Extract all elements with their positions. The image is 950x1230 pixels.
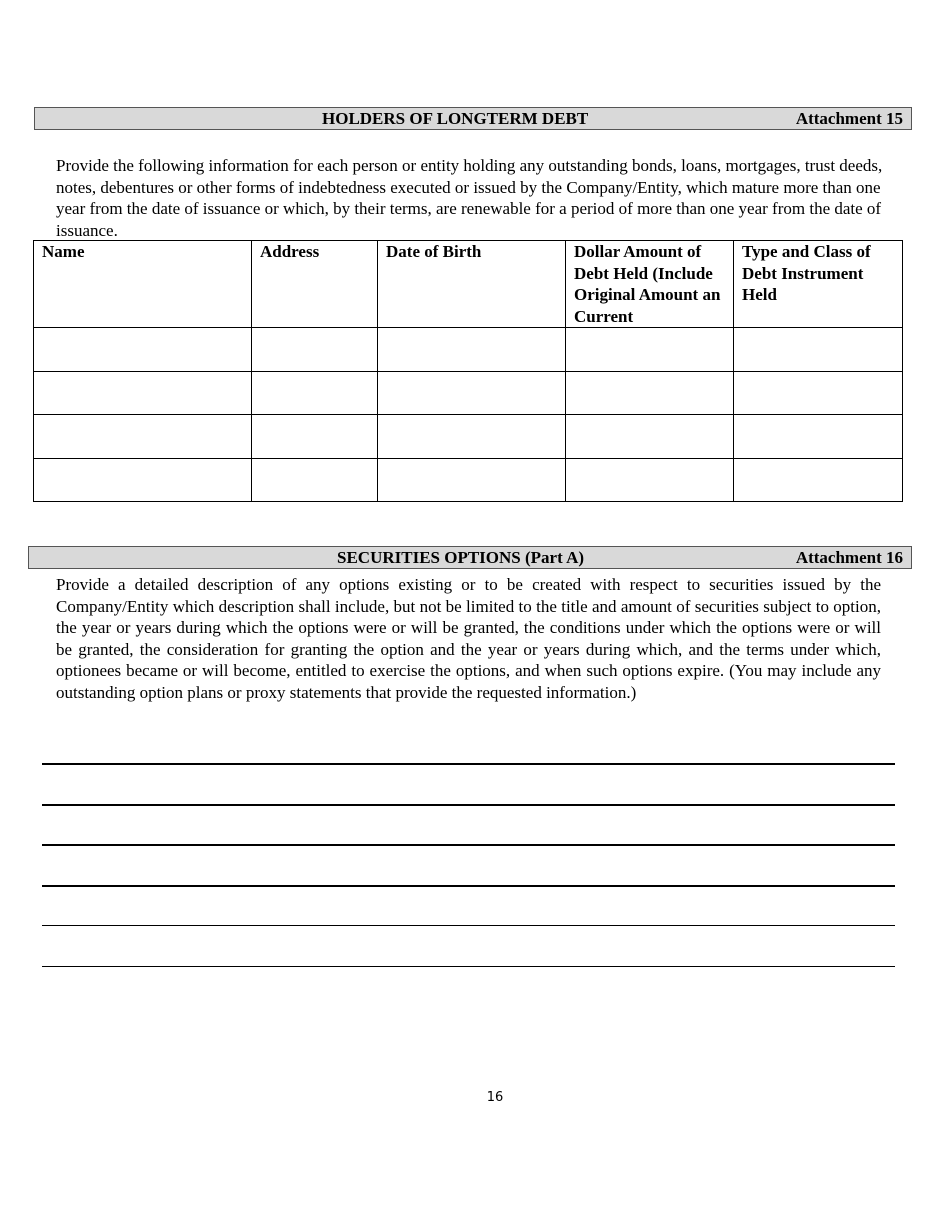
dollar-amount-cell[interactable] [566,371,734,415]
table-header-row [34,241,903,328]
dollar-amount-cell[interactable] [566,458,734,502]
table-row [34,328,903,372]
column-header-name: Name [34,241,252,328]
name-cell[interactable] [34,328,252,372]
name-cell[interactable] [34,371,252,415]
attachment-label: Attachment 16 [795,548,903,567]
debt-instructions: Provide the following information for each person or entity holding any outstanding bonds, loans, mortgages, trust deeds, notes, debentures or other forms of indebtedness executed or issued by the Company/Entity, which mature more than one year from the date of issuance or which, by their terms, are renewable for a period of more than one year from the date of issuance. [56,156,883,240]
attachment-15-header [34,107,912,130]
attachment-label: Attachment 15 [795,109,903,128]
address-cell[interactable] [252,415,378,459]
date-of-birth-cell[interactable] [378,415,566,459]
date-of-birth-cell[interactable] [378,328,566,372]
answer-line[interactable] [42,844,895,846]
name-cell[interactable] [34,458,252,502]
longterm-debt-table [33,240,903,502]
answer-line[interactable] [42,966,895,967]
name-cell[interactable] [34,415,252,459]
page-number: 16 [486,1090,504,1105]
address-cell[interactable] [252,458,378,502]
debt-type-cell[interactable] [734,371,903,415]
column-header-dollar-amount: Dollar Amount of Debt Held (Include Original Amount an Current [566,241,734,328]
table-row [34,458,903,502]
column-header-date-of-birth: Date of Birth [378,241,566,328]
attachment-16-header [28,546,912,569]
dollar-amount-cell[interactable] [566,328,734,372]
answer-line[interactable] [42,925,895,926]
options-instructions: Provide a detailed description of any options existing or to be created with respect to securities issued by the Company/Entity which description shall include, but not be limited to the title and amount of securities subject to option, the year or years during which the options were or will be granted, the conditions under which the options were or will be granted, the consideration for granting the option and the year or years during which, and the terms under which, optionees became or will become, entitled to exercise the options, and when such options expire. (You may include any outstanding option plans or proxy statements that provide the requested information.) [56,575,881,702]
debt-type-cell[interactable] [734,328,903,372]
address-cell[interactable] [252,328,378,372]
address-cell[interactable] [252,371,378,415]
table-row [34,415,903,459]
section-title: HOLDERS OF LONGTERM DEBT [322,109,589,128]
column-header-address: Address [252,241,378,328]
answer-line[interactable] [42,885,895,887]
table-row [34,371,903,415]
debt-type-cell[interactable] [734,415,903,459]
dollar-amount-cell[interactable] [566,415,734,459]
date-of-birth-cell[interactable] [378,458,566,502]
answer-line[interactable] [42,763,895,765]
section-title: SECURITIES OPTIONS (Part A) [337,548,585,567]
column-header-debt-type: Type and Class of Debt Instrument Held [734,241,903,328]
answer-line[interactable] [42,804,895,806]
date-of-birth-cell[interactable] [378,371,566,415]
debt-type-cell[interactable] [734,458,903,502]
